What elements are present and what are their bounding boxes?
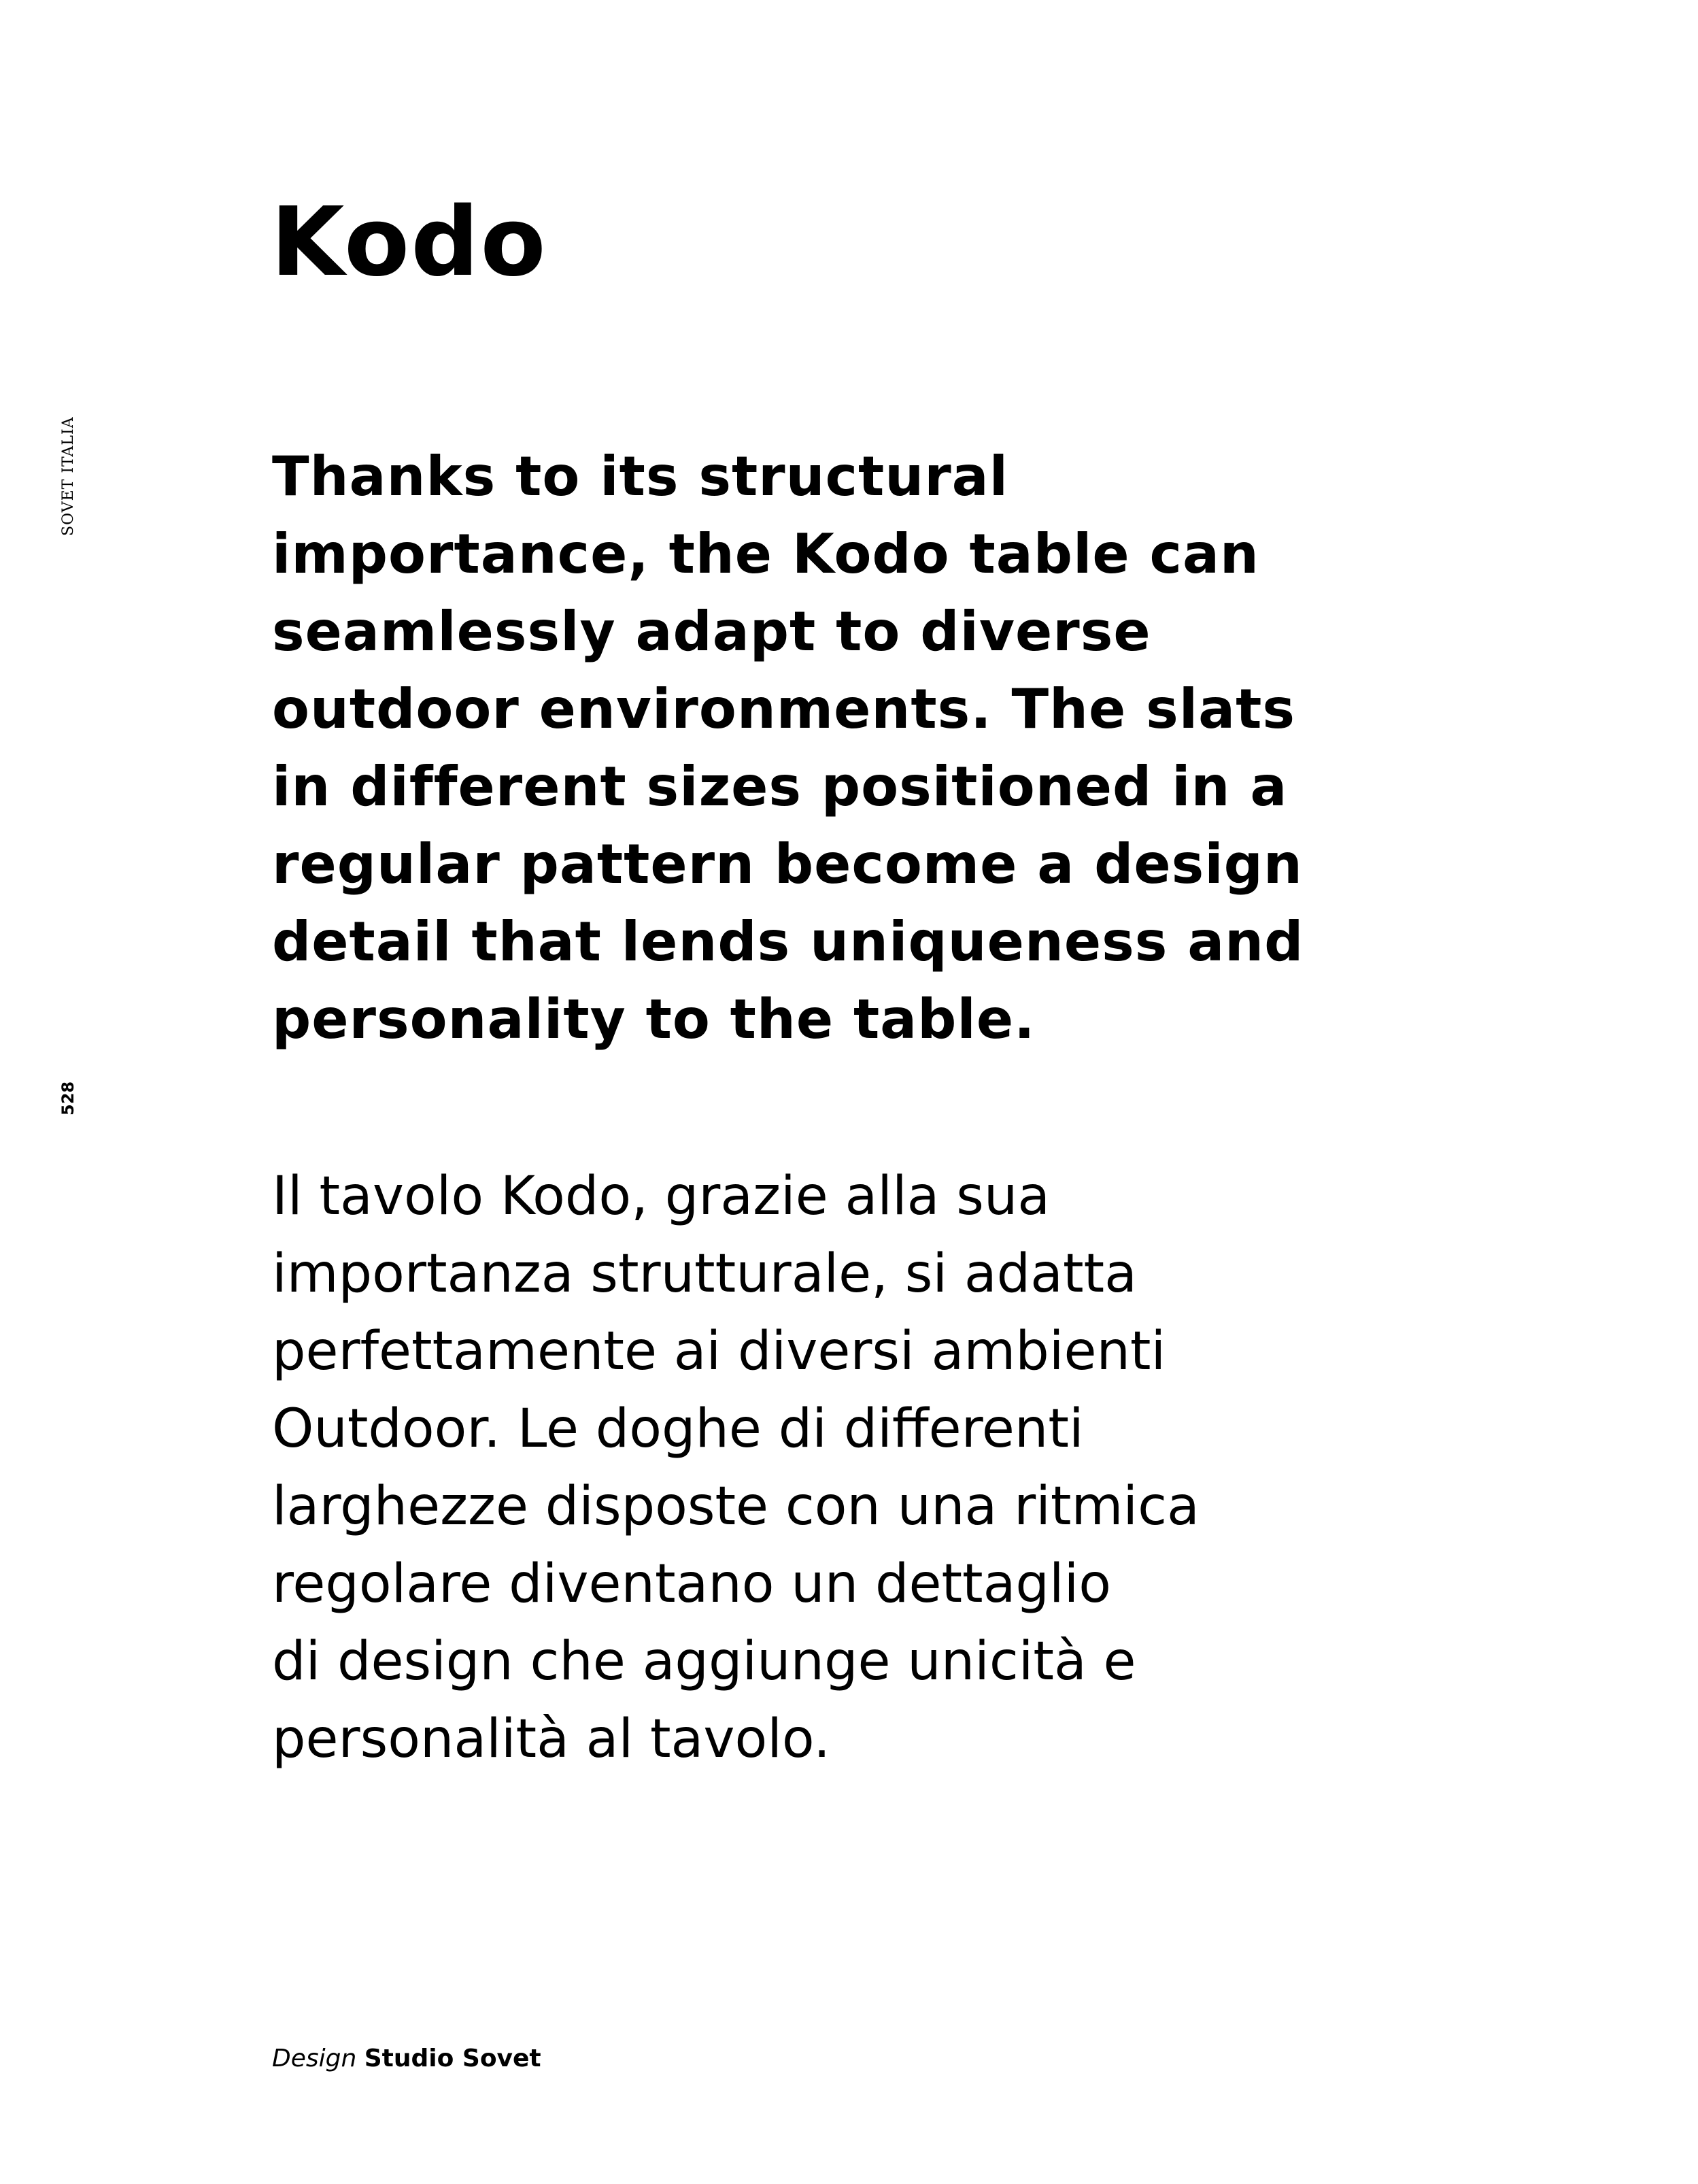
product-title: Kodo [271,187,547,298]
english-line: personality to the table. [272,988,1036,1051]
italian-line: importanza strutturale, si adatta [272,1243,1137,1305]
design-credit [272,2045,541,2072]
italian-line: Outdoor. Le doghe di differenti [272,1398,1084,1460]
italian-line: larghezze disposte con una ritmica [272,1476,1200,1537]
english-line: importance, the Kodo table can [272,522,1259,586]
english-line: in different sizes positioned in a [272,755,1288,818]
page-number-text: 528 [58,1081,78,1115]
designer-name: Studio Sovet [364,2045,541,2072]
design-label: Design [272,2045,357,2072]
italian-line: personalità al tavolo. [272,1709,831,1770]
italian-line: di design che aggiunge unicità e [272,1631,1136,1692]
italian-line: regolare diventano un dettaglio [272,1553,1111,1615]
english-description [272,438,1387,1058]
italian-line: perfettamente ai diversi ambienti [272,1321,1166,1382]
brand-text: SOVET ITALIA [60,416,77,536]
english-line: detail that lends uniqueness and [272,910,1304,973]
english-line: Thanks to its structural [272,445,1009,508]
english-line: regular pattern become a design [272,833,1303,896]
italian-line: Il tavolo Kodo, grazie alla sua [272,1166,1051,1227]
english-line: seamlessly adapt to diverse [272,600,1151,663]
english-line: outdoor environments. The slats [272,677,1295,741]
italian-description [272,1158,1387,1778]
